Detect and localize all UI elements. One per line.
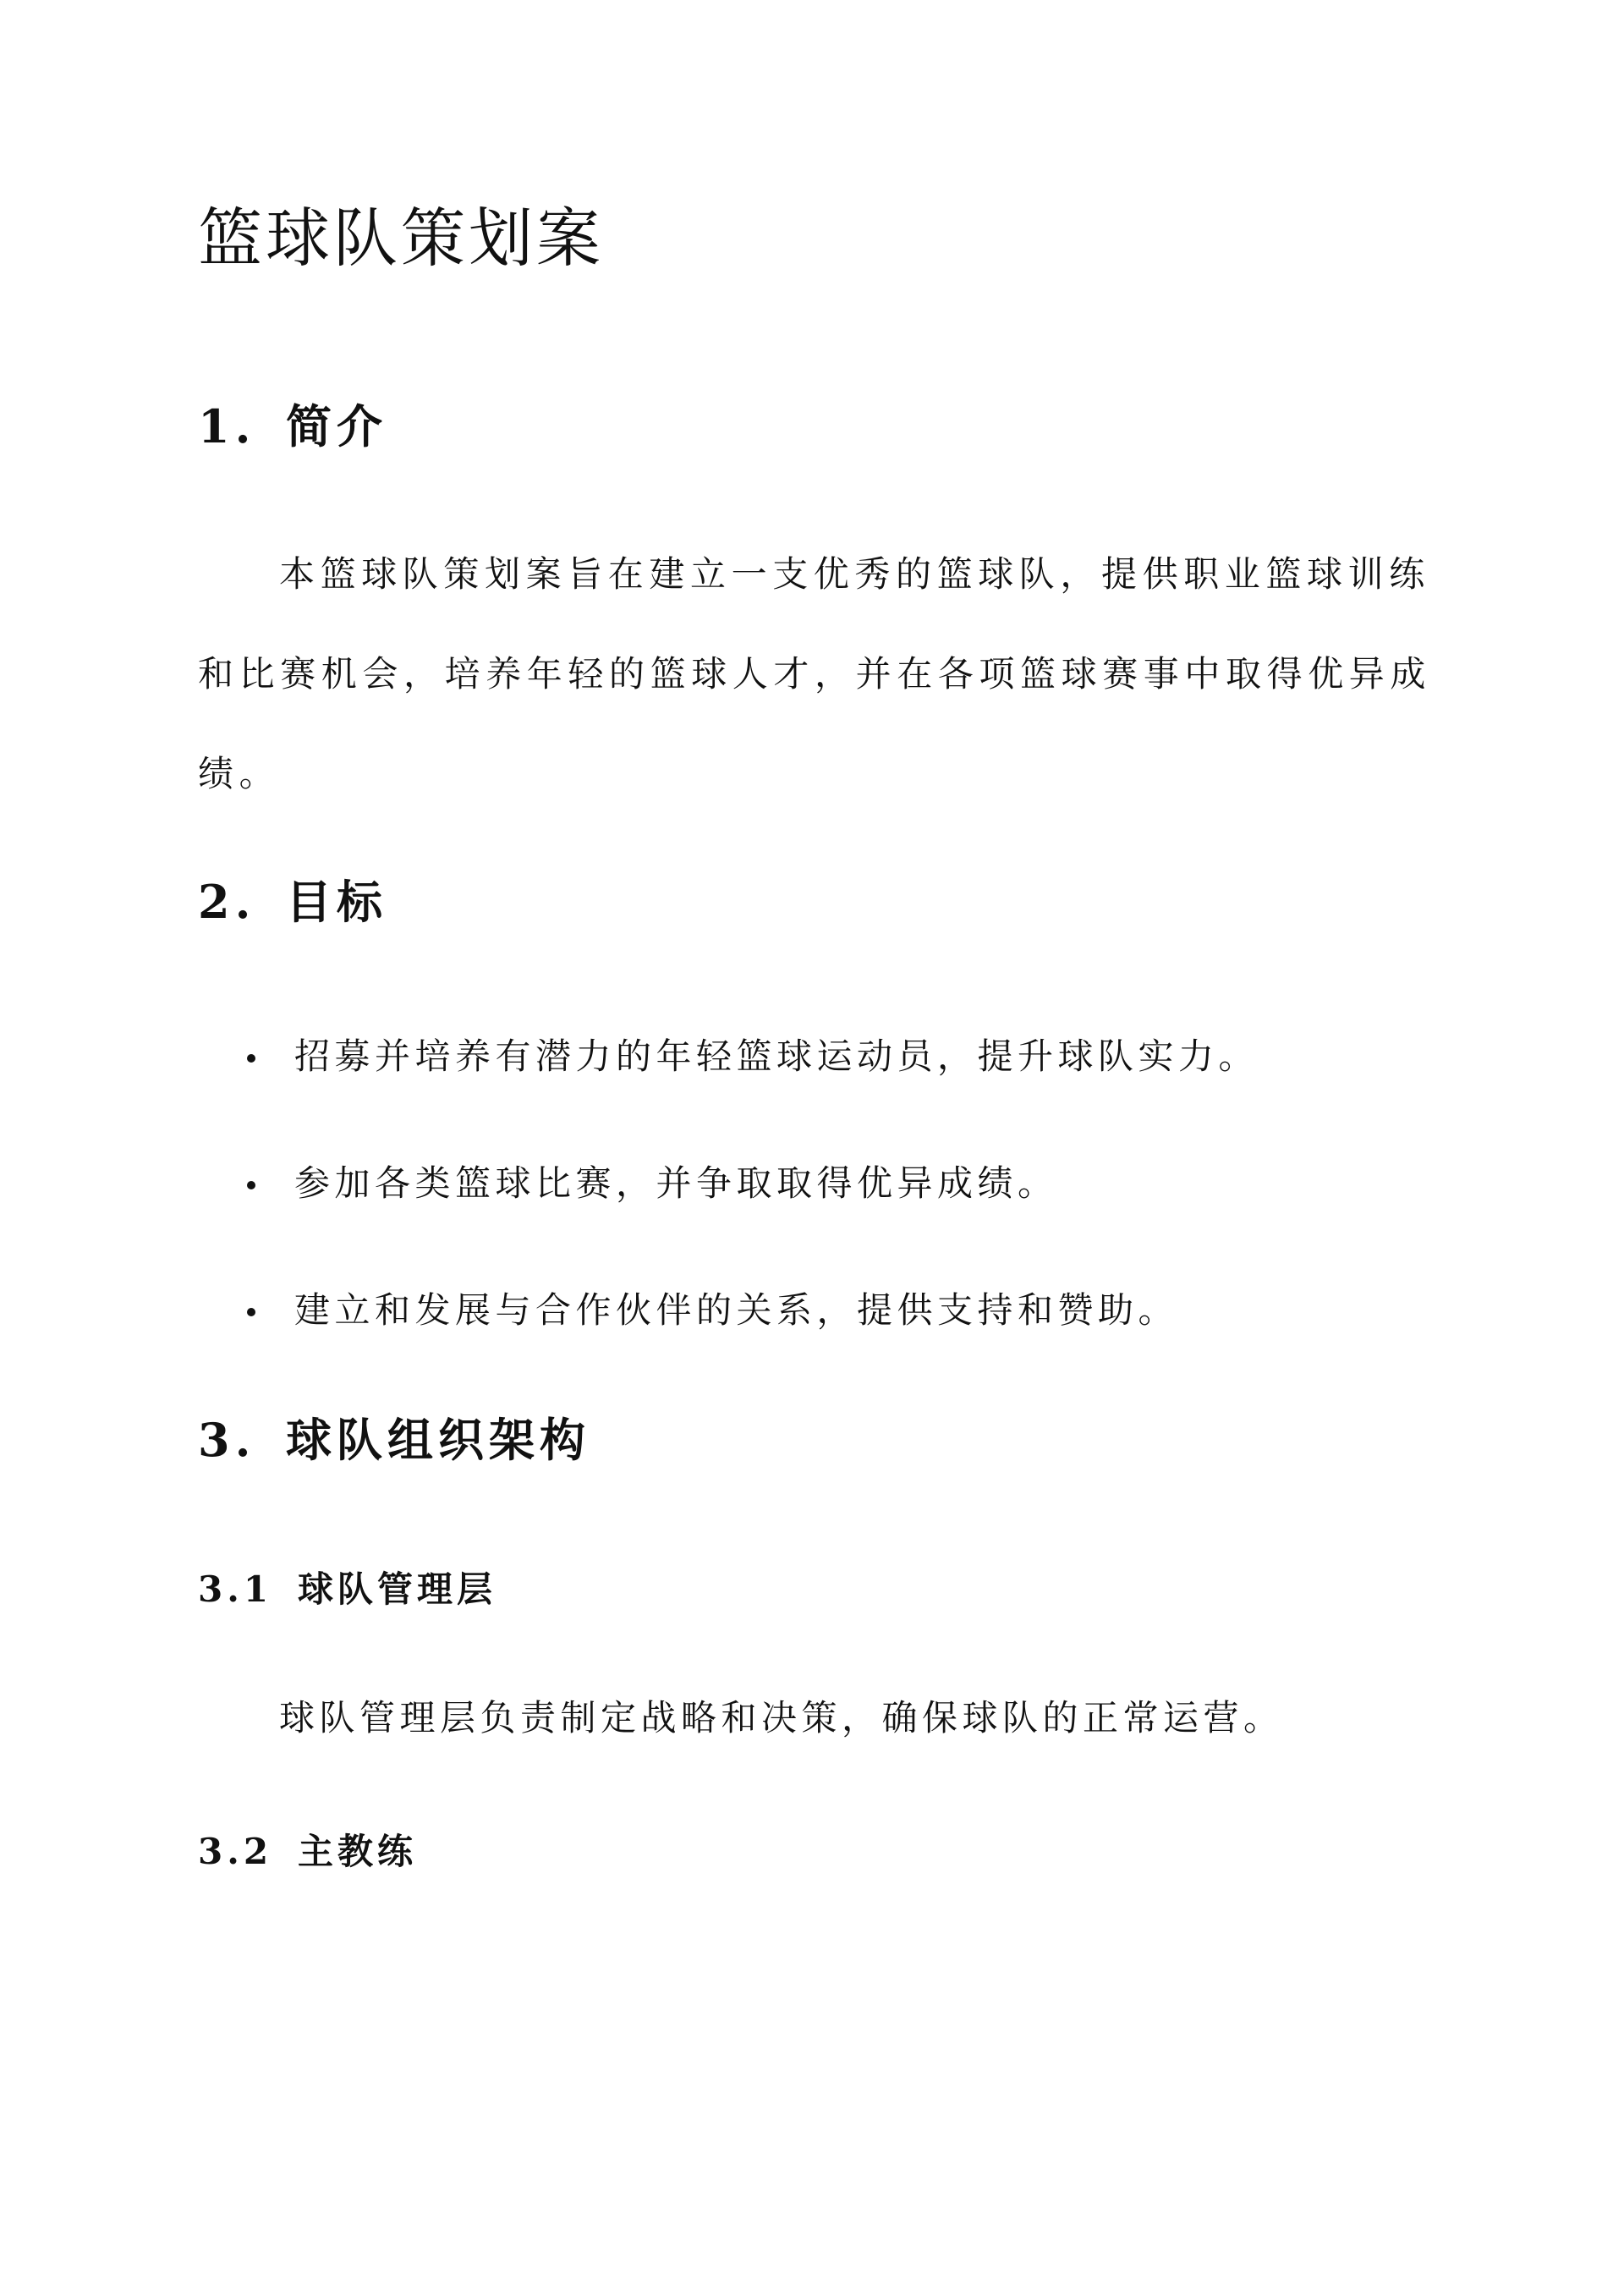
section-title: 简介: [286, 399, 387, 453]
management-paragraph: 球队管理层负责制定战略和决策，确保球队的正常运营。: [279, 1697, 1284, 1738]
subsection-3-1-heading: [198, 1568, 497, 1611]
section-title: 目标: [286, 875, 387, 929]
section-1-heading: [198, 399, 387, 454]
list-item: [198, 1035, 1433, 1162]
subsection-number: 3.2: [198, 1831, 273, 1872]
section-title: 球队组织架构: [286, 1413, 590, 1467]
section-number: 3.: [198, 1413, 256, 1467]
section-3-heading: [198, 1413, 590, 1468]
subsection-title: 球队管理层: [298, 1568, 497, 1610]
list-item: [198, 1162, 1433, 1289]
list-item: [198, 1289, 1433, 1416]
section-number: 1.: [198, 399, 256, 453]
list-item-text: 参加各类篮球比赛，并争取取得优异成绩。: [294, 1162, 1058, 1204]
document-title: 篮球队策划案: [198, 200, 604, 276]
subsection-number: 3.1: [198, 1568, 273, 1610]
section-2-heading: [198, 875, 387, 930]
intro-paragraph: 本篮球队策划案旨在建立一支优秀的篮球队，提供职业篮球训练和比赛机会，培养年轻的篮球人才，并在各项篮球赛事中取得优异成绩。: [198, 553, 1432, 794]
list-item-text: 建立和发展与合作伙伴的关系，提供支持和赞助。: [294, 1289, 1179, 1331]
section-number: 2.: [198, 875, 256, 929]
bullet-icon: [247, 1054, 255, 1063]
goals-list: [198, 1035, 1433, 1416]
subsection-3-2-heading: [198, 1831, 417, 1873]
subsection-title: 主教练: [298, 1831, 418, 1872]
list-item-text: 招募并培养有潜力的年轻篮球运动员，提升球队实力。: [294, 1035, 1259, 1077]
bullet-icon: [247, 1308, 255, 1316]
bullet-icon: [247, 1181, 255, 1189]
